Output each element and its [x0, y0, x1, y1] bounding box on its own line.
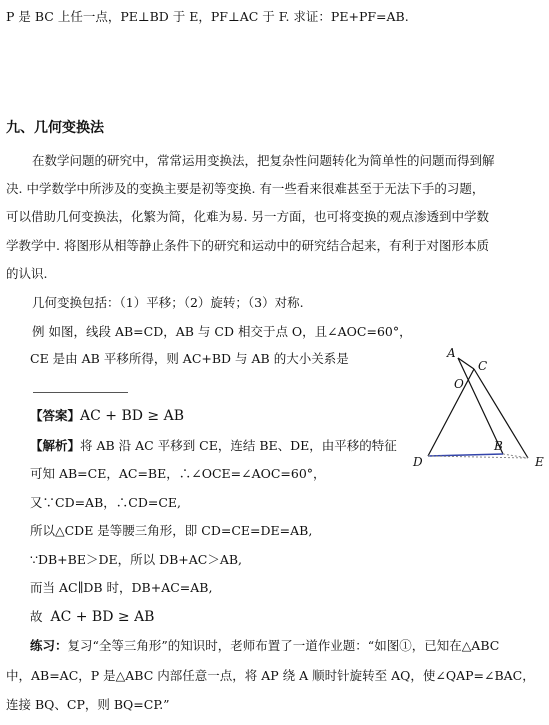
segment-be [503, 454, 528, 458]
solution-line: 又∵CD=AB，∴CD=CE, [30, 495, 181, 510]
text-line: P 是 BC 上任一点，PE⊥BD 于 E，PF⊥AC 于 F. 求证：PE+PF=AB. [6, 9, 409, 24]
label-b: B [494, 439, 503, 453]
example-line: CE 是由 AB 平移所得，则 AC+BD 与 AB 的大小关系是 [30, 351, 349, 366]
paragraph-line: 决. 中学数学中所涉及的变换主要是初等变换. 有一些看来很难甚至于无法下手的习题， [6, 181, 485, 196]
answer-formula: AC + BD ≥ AB [80, 408, 185, 424]
segment-cd [428, 369, 474, 456]
solution-line: 而当 AC∥DB 时，DB+AC=AB, [30, 580, 213, 595]
label-a: A [447, 346, 456, 360]
label-d: D [413, 455, 423, 469]
practice-line: 连接 BQ、CP，则 BQ=CP.” [6, 697, 170, 712]
conclusion-formula: AC + BD ≥ AB [50, 609, 155, 625]
answer-label: 【答案】 [30, 408, 81, 423]
label-c: C [478, 359, 488, 373]
conclusion-prefix: 故 [30, 609, 43, 624]
paragraph-line: 在数学问题的研究中，常常运用变换法，把复杂性问题转化为简单性的问题而得到解 [32, 153, 495, 168]
paragraph-line: 的认识. [6, 266, 48, 281]
label-e: E [535, 455, 544, 469]
solution-line: ∵DB+BE＞DE，所以 DB+AC＞AB, [30, 552, 243, 567]
paragraph-line: 可以借助几何变换法，化繁为简，化难为易. 另一方面，也可将变换的观点渗透到中学数 [6, 209, 489, 224]
example-line: 例 如图，线段 AB=CD，AB 与 CD 相交于点 O，且∠AOC=60°， [32, 324, 412, 339]
solution-text: 将 AB 沿 AC 平移到 CE，连结 BE、DE，由平移的特征 [80, 438, 397, 453]
practice-text: 复习“全等三角形”的知识时，老师布置了一道作业题：“如图①，已知在△ABC [67, 638, 500, 653]
solution-line: 可知 AB=CE，AC=BE，∴∠OCE=∠AOC=60°， [30, 466, 326, 481]
solution-label: 【解析】 [30, 438, 81, 453]
paragraph-line: 几何变换包括：（1）平移；（2）旋转；（3）对称. [32, 295, 304, 310]
practice-label: 练习： [30, 638, 68, 653]
segment-db [428, 454, 503, 456]
paragraph-line: 学教学中. 将图形从相等静止条件下的研究和运动中的研究结合起来，有利于对图形本质 [6, 238, 489, 253]
section-heading: 九、几何变换法 [6, 120, 104, 136]
label-o: O [454, 377, 464, 391]
practice-line: 中，AB=AC，P 是△ABC 内部任意一点，将 AP 绕 A 顺时针旋转至 AQ，使∠QAP=∠BAC， [6, 668, 535, 683]
solution-line: 所以△CDE 是等腰三角形，即 CD=CE=DE=AB, [30, 523, 313, 538]
